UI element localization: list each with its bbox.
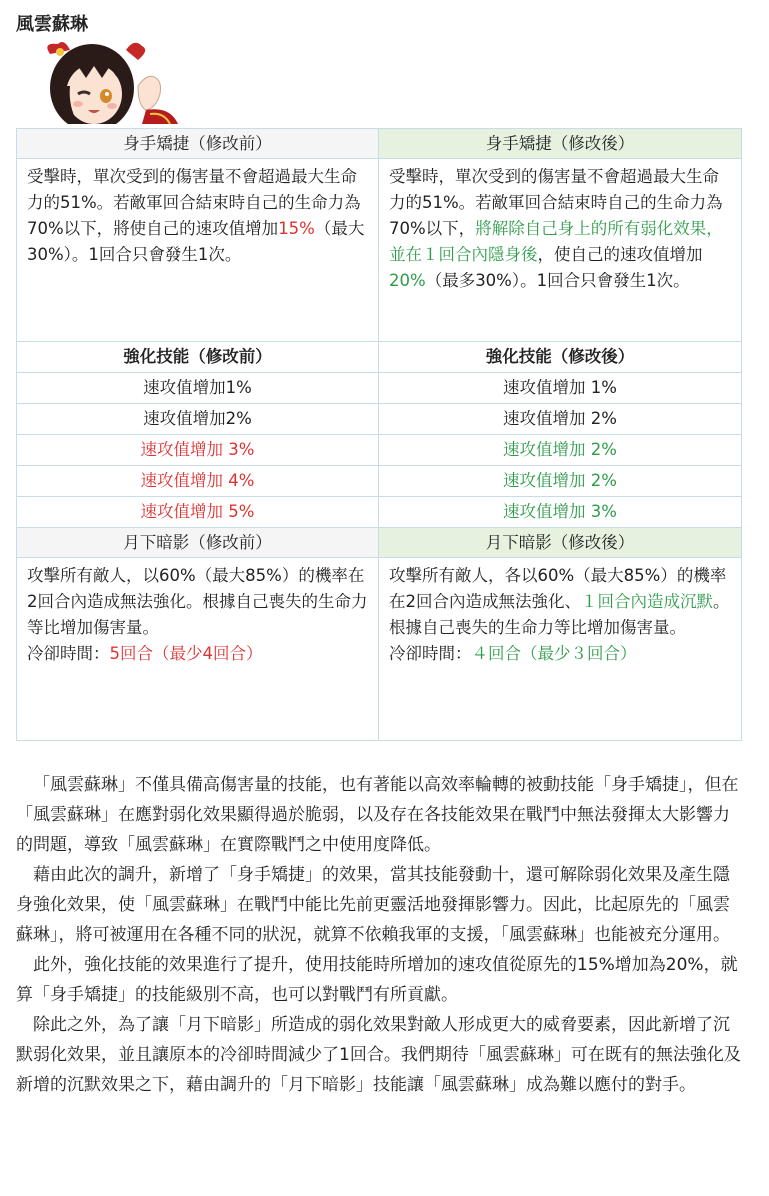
commentary-paragraph-3: 此外，強化技能的效果進行了提升，使用技能時所增加的速攻值從原先的15%增加為20%，就算「身手矯捷」的技能級別不高，也可以對戰鬥有所貢獻。 [16,955,738,1005]
enhance-before-lv1: 速攻值增加1% [17,373,379,404]
skill-after-cooldown [389,641,733,667]
enhance-after-lv2: 速攻值增加 2% [379,404,742,435]
commentary-paragraph-4: 除此之外，為了讓「月下暗影」所造成的弱化效果對敵人形成更大的威脅要素，因此新增了沉默弱化效果，並且讓原本的冷卻時間減少了1回合。我們期待「風雲蘇琳」可在既有的無法強化及新增的沉默效果之下，藉由調升的「月下暗影」技能讓「風雲蘇琳」成為難以應付的對手。 [16,1015,741,1095]
hero-portrait-image [30,36,180,124]
skill-after-text-1: 攻擊所有敵人，各以60%（最大85%）的機率在2回合內造成無法強化、 [389,566,727,611]
passive-before-cell [17,159,379,342]
passive-before-text-1: 受擊時，單次受到的傷害量不會超過最大生命力的51%。若敵軍回合結束時自己的生命力為70%以下，將使自己的速攻值增加 [27,167,361,238]
commentary-paragraph-2: 藉由此次的調升，新增了「身手矯捷」的效果，當其技能發動十，還可解除弱化效果及產生隱身強化效果，使「風雲蘇琳」在戰鬥中能比先前更靈活地發揮影響力。因此，比起原先的「風雲蘇琳」，將可被運用在各種不同的狀況，就算不依賴我軍的支援，「風雲蘇琳」也能被充分運用。 [16,865,730,945]
skill-after-text-2: 。根據自己喪失的生命力等比增加傷害量。 [389,592,730,637]
enhance-after-lv5: 速攻值增加 3% [379,497,742,528]
commentary [16,770,744,1100]
passive-before-text-2: （最大30%）。1回合只會發生1次。 [27,219,365,264]
skill-after-cooldown-label: 冷卻時間： [389,644,472,663]
passive-header-before: 身手矯捷（修改前） [17,129,379,159]
skill-after-text [389,563,733,641]
enhance-after-lv1: 速攻值增加 1% [379,373,742,404]
enhance-header-before: 強化技能（修改前） [17,342,379,373]
hero-portrait [30,36,180,124]
enhance-after-lv4: 速攻值增加 2% [379,466,742,497]
enhance-before-lv4: 速攻值增加 4% [17,466,379,497]
skill-before-cooldown-label: 冷卻時間： [27,644,110,663]
skill-header-before: 月下暗影（修改前） [17,528,379,558]
hero-name: 風雲蘇琳 [16,14,88,35]
commentary-paragraph-1: 「風雲蘇琳」不僅具備高傷害量的技能，也有著能以高效率輪轉的被動技能「身手矯捷」，但在「風雲蘇琳」在應對弱化效果顯得過於脆弱，以及存在各技能效果在戰鬥中無法發揮太大影響力的問題，導致「風雲蘇琳」在實際戰鬥之中使用度降低。 [16,775,739,855]
enhance-before-lv3: 速攻值增加 3% [17,435,379,466]
passive-after-text-3: （最多30%）。1回合只會發生1次。 [425,271,690,290]
skill-before-text: 攻擊所有敵人，以60%（最大85%）的機率在2回合內造成無法強化。根據自己喪失的生命力等比增加傷害量。 [27,566,368,637]
skill-header-after: 月下暗影（修改後） [379,528,742,558]
passive-after-cell [379,159,742,342]
skill-before-cell [17,558,379,741]
passive-before-highlight: 15% [278,219,315,238]
skill-before-cooldown-value: 5回合（最少4回合） [109,644,263,663]
enhance-before-lv2: 速攻值增加2% [17,404,379,435]
passive-header-after: 身手矯捷（修改後） [379,129,742,159]
skill-comparison-table [16,128,742,741]
enhance-after-lv3: 速攻值增加 2% [379,435,742,466]
passive-after-highlight-1: 將解除自己身上的所有弱化效果，並在１回合內隱身後 [389,219,723,264]
skill-before-cooldown [27,641,370,667]
enhance-before-lv5: 速攻值增加 5% [17,497,379,528]
passive-after-text-2: ，使自己的速攻值增加 [537,245,703,264]
passive-after-highlight-2: 20% [389,271,426,290]
passive-after-text-1: 受擊時，單次受到的傷害量不會超過最大生命力的51%。若敵軍回合結束時自己的生命力為70%以下， [389,167,723,238]
skill-after-highlight: １回合內造成沉默 [581,592,713,611]
skill-after-cooldown-value: ４回合（最少３回合） [471,644,637,663]
skill-after-cell [379,558,742,741]
enhance-header-after: 強化技能（修改後） [379,342,742,373]
